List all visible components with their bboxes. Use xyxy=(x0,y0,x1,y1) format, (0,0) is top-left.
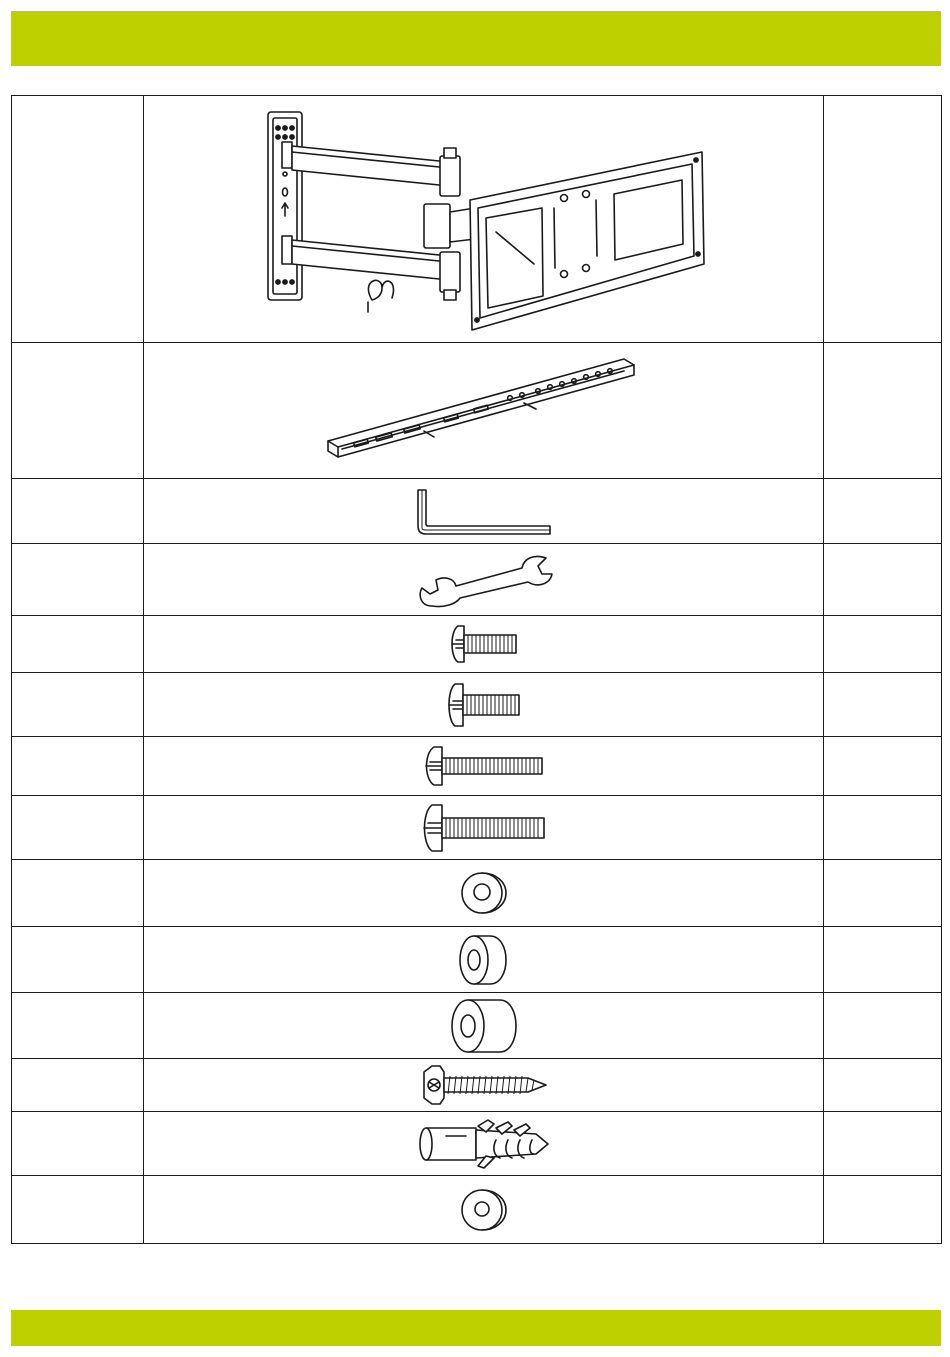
header-bar xyxy=(11,11,941,66)
footer-bar xyxy=(11,1310,941,1346)
part-quantity xyxy=(824,343,942,479)
medium-screw-icon xyxy=(445,681,523,729)
table-row xyxy=(12,343,942,479)
washer-icon xyxy=(460,870,508,916)
table-row xyxy=(12,860,942,927)
part-label xyxy=(12,544,144,616)
part-label xyxy=(12,343,144,479)
part-label xyxy=(12,1176,144,1244)
part-quantity xyxy=(824,544,942,616)
part-quantity xyxy=(824,1176,942,1244)
part-label xyxy=(12,860,144,927)
part-quantity xyxy=(824,96,942,343)
lag-bolt-icon xyxy=(418,1064,550,1106)
table-row xyxy=(12,479,942,544)
part-quantity xyxy=(824,927,942,993)
part-label xyxy=(12,737,144,796)
part-label xyxy=(12,616,144,673)
allen-key-icon xyxy=(414,486,554,536)
part-quantity xyxy=(824,1112,942,1176)
short-screw-icon xyxy=(448,623,520,665)
part-label xyxy=(12,796,144,860)
table-row xyxy=(12,1112,942,1176)
mounting-rail-icon xyxy=(324,351,644,471)
flat-washer-icon xyxy=(460,1187,508,1233)
part-label xyxy=(12,993,144,1059)
wall-anchor-icon xyxy=(416,1118,552,1170)
table-row xyxy=(12,616,942,673)
swing-arm-wall-mount-icon xyxy=(264,104,704,334)
wrench-icon xyxy=(414,550,554,610)
part-label xyxy=(12,1059,144,1112)
table-row xyxy=(12,673,942,737)
table-row xyxy=(12,1059,942,1112)
part-quantity xyxy=(824,993,942,1059)
part-label xyxy=(12,96,144,343)
part-quantity xyxy=(824,479,942,544)
parts-table xyxy=(11,95,942,1244)
part-quantity xyxy=(824,616,942,673)
part-label xyxy=(12,1112,144,1176)
part-label xyxy=(12,927,144,993)
spacer-short-icon xyxy=(458,934,510,986)
part-quantity xyxy=(824,1059,942,1112)
part-quantity xyxy=(824,860,942,927)
table-row xyxy=(12,737,942,796)
table-row xyxy=(12,993,942,1059)
part-label xyxy=(12,479,144,544)
long-screw-large-icon xyxy=(420,802,548,854)
table-row xyxy=(12,544,942,616)
spacer-long-icon xyxy=(448,998,520,1054)
long-screw-icon xyxy=(422,744,546,788)
part-quantity xyxy=(824,737,942,796)
table-row xyxy=(12,927,942,993)
part-quantity xyxy=(824,673,942,737)
table-row xyxy=(12,1176,942,1244)
part-quantity xyxy=(824,796,942,860)
part-label xyxy=(12,673,144,737)
table-row xyxy=(12,796,942,860)
table-row xyxy=(12,96,942,343)
